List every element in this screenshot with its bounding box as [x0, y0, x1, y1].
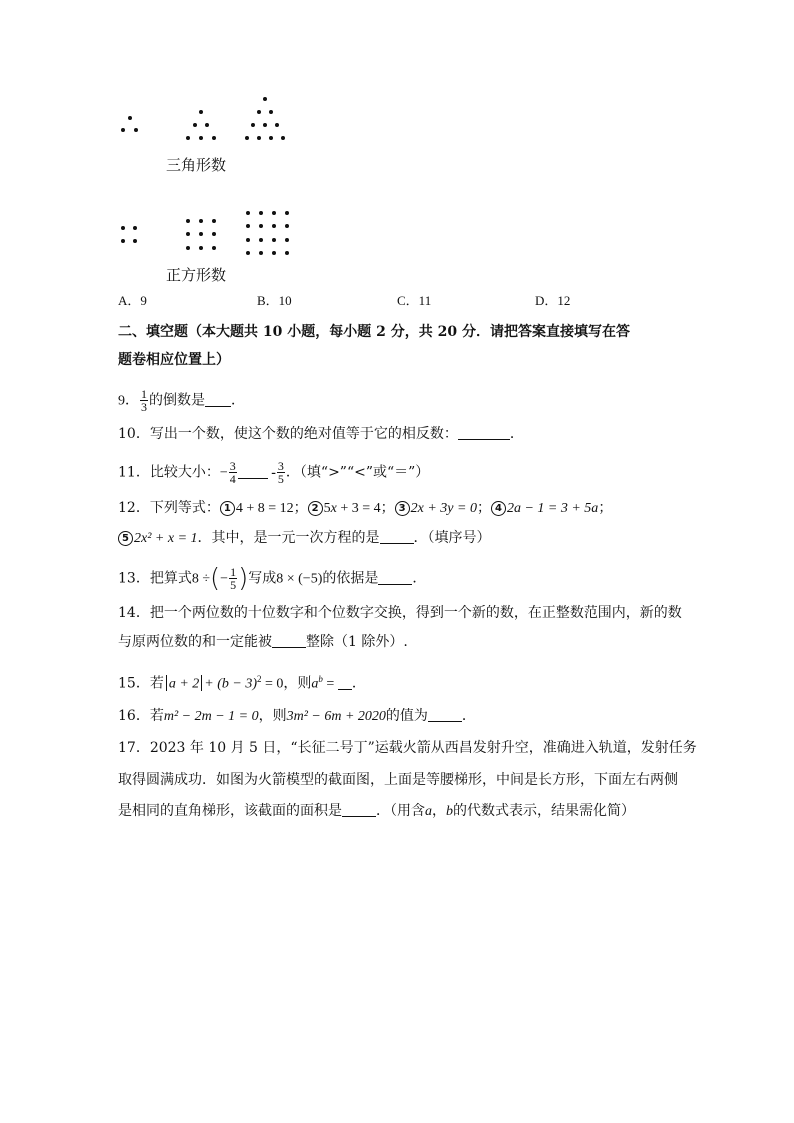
q17-comma: ，	[432, 803, 446, 819]
q12-eq3: 2x + 3y = 0	[410, 501, 477, 516]
q16-expr2: 3m² − 6m + 2020	[286, 709, 386, 724]
dot	[246, 238, 250, 242]
dot	[272, 251, 276, 255]
q15-eq: = 0	[261, 676, 284, 692]
dot	[259, 224, 263, 228]
q16-expr1: m² − 2m − 1 = 0	[163, 709, 259, 724]
q9-text: 的倒数是	[149, 392, 205, 409]
q13-f-den: 5	[230, 578, 237, 592]
q16-mid: ，则	[258, 708, 287, 724]
dot	[186, 219, 190, 223]
dot	[285, 238, 289, 242]
q13-text: 13．把算式	[118, 570, 192, 587]
q13-fraction	[229, 566, 237, 591]
q15-exponent: b	[318, 674, 323, 684]
circled-5-icon: 5	[118, 531, 133, 546]
dot	[272, 211, 276, 215]
q12-text: 12．下列等式：	[118, 500, 220, 516]
section-heading-line1: 二、填空题（本大题共 10 小题，每小题 2 分，共 20 分．请把答案直接填写在答	[118, 324, 630, 340]
q9-frac-den: 3	[141, 400, 147, 414]
dot	[272, 224, 276, 228]
question-17-line2: 取得圆满成功．如图为火箭模型的截面图，上面是等腰梯形，中间是长方形，下面左右两侧	[118, 772, 678, 788]
q15-base: a	[311, 676, 319, 692]
q12-answer-blank[interactable]	[380, 529, 414, 544]
q15-text: 15．若	[118, 675, 164, 692]
dot	[133, 239, 137, 243]
dot	[121, 128, 125, 132]
q12-tail: ．其中，是一元一次方程的是	[197, 530, 380, 546]
circled-1-icon: 1	[220, 501, 235, 516]
dot	[186, 246, 190, 250]
q17-text-a: 是相同的直角梯形，该截面的面积是	[118, 803, 342, 819]
dot	[257, 136, 261, 140]
q15-square-expr: + (b − 3)	[204, 676, 257, 692]
dot	[259, 251, 263, 255]
q17-var-b: b	[446, 804, 453, 819]
q10-answer-blank[interactable]	[458, 425, 510, 440]
dot	[205, 123, 209, 127]
choice-d: D．12	[535, 293, 571, 308]
dot	[212, 246, 216, 250]
q13-answer-blank[interactable]	[378, 570, 412, 585]
dot	[272, 238, 276, 242]
q17-var-a: a	[425, 804, 432, 819]
dot	[212, 136, 216, 140]
q10-end: ．	[509, 426, 524, 442]
q15-end: ．	[351, 675, 366, 692]
dot	[193, 123, 197, 127]
dot	[212, 232, 216, 236]
dot	[285, 224, 289, 228]
square-caption: 正方形数	[166, 266, 227, 284]
q15-equals: =	[322, 676, 338, 692]
q16-end: ．	[461, 708, 476, 724]
dot	[246, 251, 250, 255]
q17-answer-blank[interactable]	[342, 802, 376, 817]
choice-a: A．9	[118, 293, 147, 308]
circled-3-icon: 3	[395, 501, 410, 516]
q12-eq1: 4 + 8 = 12	[235, 501, 294, 516]
q10-text: 10．写出一个数，使这个数的绝对值等于它的相反数：	[118, 426, 458, 442]
q11-fraction-2	[277, 460, 285, 485]
q11-text: 11．比较大小：	[118, 464, 220, 481]
q12-eq2-var: x	[330, 501, 337, 516]
question-13: 13．把算式8 ÷(− $\frac{1}{5}$ )写成8 × (−5)的依据是 ．	[118, 563, 427, 594]
q13-f-num: 1	[230, 565, 237, 579]
dot	[281, 136, 285, 140]
dot	[133, 226, 137, 230]
question-15: 15．若 $a + 2 + (b - 3)^2 = 0$，则$a^b$ = ．	[118, 674, 366, 692]
q16-text: 16．若	[118, 708, 164, 724]
dot	[257, 110, 261, 114]
question-17-line1: 17．2023 年 10 月 5 日，“长征二号丁”运载火箭从西昌发射升空，准确进入轨道，发射任务	[118, 740, 697, 756]
dot	[285, 211, 289, 215]
dot	[199, 136, 203, 140]
dot	[246, 224, 250, 228]
q17-text-b: ．（用含	[376, 803, 425, 819]
q13-end: ．	[412, 570, 427, 587]
question-9	[118, 388, 245, 413]
dot	[212, 219, 216, 223]
question-14-line1: 14．把一个两位数的十位数字和个位数字交换，得到一个新的数，在正整数范围内，新的数	[118, 605, 682, 621]
q11-f1-den: 4	[229, 472, 236, 486]
q11-f1-num: 3	[229, 459, 236, 473]
dot	[259, 211, 263, 215]
question-12-line2	[118, 528, 491, 549]
dot	[246, 211, 250, 215]
dot	[121, 239, 125, 243]
q12-hint: ．（填序号）	[413, 530, 491, 546]
question-17-line3	[118, 801, 635, 822]
dot	[269, 110, 273, 114]
q14-text-a: 与原两位数的和一定能被	[118, 634, 272, 650]
dot	[275, 123, 279, 127]
dot	[269, 136, 273, 140]
dot	[285, 251, 289, 255]
q9-frac-num: 1	[141, 387, 147, 401]
q12-eq4: 2a − 1 = 3 + 5a	[506, 501, 599, 516]
question-12-line1: 12．下列等式： 1 4 + 8 = 12； 2 5x + 3 = 4； 3 2x + 3y = 0； 4 2a − 1 = 3 + 5a；	[118, 500, 613, 516]
circled-2-icon: 2	[308, 501, 323, 516]
question-16	[118, 706, 476, 727]
q17-text-c: 的代数式表示，结果需化简）	[453, 803, 635, 819]
q12-eq2-rest: + 3 = 4	[336, 501, 381, 516]
q11-f2-den: 5	[277, 472, 284, 486]
q15-answer-blank[interactable]	[338, 675, 352, 690]
dot	[121, 226, 125, 230]
question-11: 11．比较大小：− $\frac{3}{4}$ - $\frac{3}{5}$ ．（填“>”“<”或“＝”）	[118, 459, 430, 486]
q12-eq5: 2x² + x = 1	[134, 531, 198, 546]
section-heading-line2: 题卷相应位置上）	[118, 352, 230, 368]
dot	[199, 219, 203, 223]
q9-fraction	[140, 388, 148, 413]
dot	[134, 128, 138, 132]
q11-answer-blank[interactable]	[238, 464, 268, 479]
q9-number: 9．	[118, 393, 139, 409]
dot	[199, 232, 203, 236]
dot	[263, 123, 267, 127]
q15-abs-expr: a + 2	[168, 676, 200, 692]
dot	[259, 238, 263, 242]
dot	[186, 232, 190, 236]
dot	[251, 123, 255, 127]
dot	[199, 110, 203, 114]
question-10	[118, 424, 524, 444]
choice-c: C．11	[397, 293, 432, 308]
q12-eq2-coef: 5	[323, 501, 331, 516]
triangular-caption: 三角形数	[166, 156, 227, 174]
circled-4-icon: 4	[491, 501, 506, 516]
dot	[263, 97, 267, 101]
q9-answer-blank[interactable]	[205, 392, 231, 407]
q11-fraction-1	[229, 460, 237, 485]
q14-answer-blank[interactable]	[272, 633, 306, 648]
dot	[245, 136, 249, 140]
q15-tail: ，则	[283, 675, 312, 692]
q9-end: ．	[231, 392, 245, 409]
question-14-line2	[118, 632, 408, 652]
choice-b: B．10	[257, 293, 292, 308]
q13-mid: 写成	[248, 570, 277, 587]
q16-answer-blank[interactable]	[428, 707, 462, 722]
dot	[186, 136, 190, 140]
q13-expr-b: 8 × (−5)	[276, 571, 323, 587]
q11-f2-num: 3	[277, 459, 284, 473]
q13-tail: 的依据是	[322, 570, 379, 587]
q14-text-b: 整除（1 除外）.	[306, 634, 408, 650]
q13-expr-a: 8 ÷	[191, 571, 211, 587]
dot	[199, 246, 203, 250]
q16-tail: 的值为	[385, 708, 428, 724]
dot	[128, 116, 132, 120]
q11-hint: ．（填“>”“<”或“＝”）	[285, 464, 430, 481]
